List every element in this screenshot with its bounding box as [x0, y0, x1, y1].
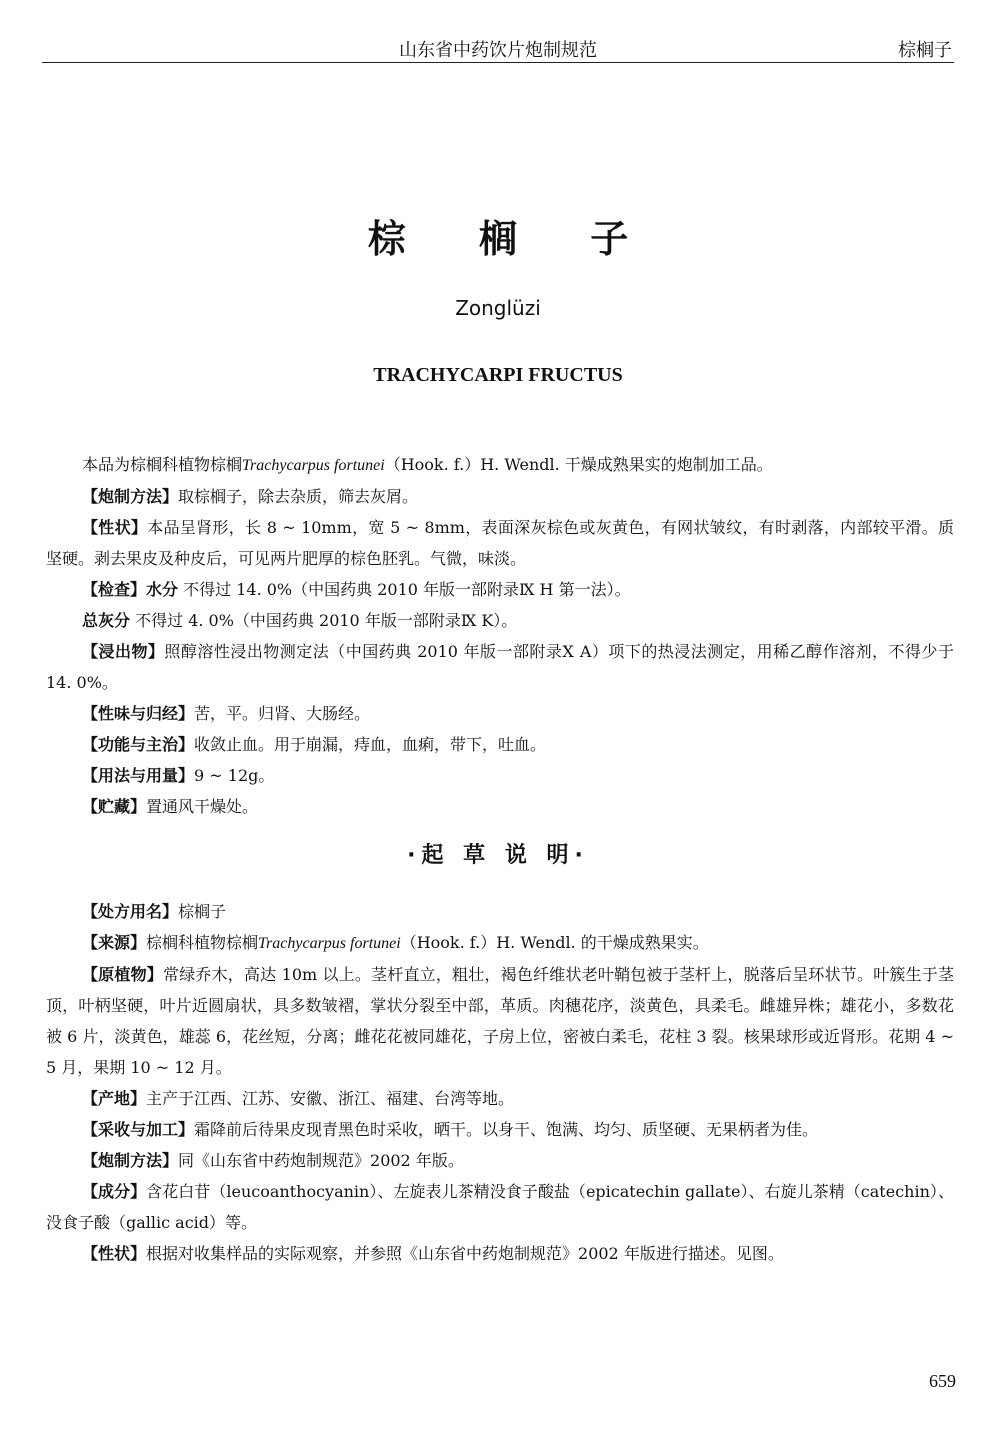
ash-label: 总灰分: [82, 611, 131, 630]
source-text: 棕榈科植物棕榈: [146, 933, 259, 952]
storage-label: 【贮藏】: [82, 797, 147, 816]
usage-paragraph: [46, 760, 954, 791]
plant-paragraph: [46, 959, 954, 1083]
source-species-name: Trachycarpus fortunei: [258, 935, 401, 952]
usage-text: 9 ~ 12g。: [194, 766, 275, 785]
process-method-paragraph: [46, 1145, 954, 1176]
water-label: 水分: [146, 580, 179, 599]
check-paragraph: [46, 574, 954, 605]
description-paragraph: [46, 1238, 954, 1269]
species-name: Trachycarpus fortunei: [242, 457, 385, 474]
source-label: 【来源】: [82, 933, 147, 952]
extract-paragraph: [46, 636, 954, 698]
characteristics-label: 【性状】: [82, 518, 148, 537]
running-header-entry: 棕榈子: [898, 40, 952, 61]
components-paragraph: [46, 1176, 954, 1238]
process-method-label: 【炮制方法】: [82, 1151, 179, 1170]
ash-text: 不得过 4. 0%（中国药典 2010 年版一部附录Ⅸ K）。: [130, 611, 518, 630]
description-label: 【性状】: [82, 1244, 147, 1263]
function-text: 收敛止血。用于崩漏，痔血，血痢，带下，吐血。: [194, 735, 547, 754]
origin-text: 主产于江西、江苏、安徽、浙江、福建、台湾等地。: [146, 1089, 515, 1108]
extract-text: 照醇溶性浸出物测定法（中国药典 2010 年版一部附录Ⅹ A）项下的热浸法测定，用稀乙醇作溶剂，不得少于 14. 0%。: [46, 642, 954, 692]
pinyin-name: Zonglüzi: [455, 296, 541, 320]
harvest-paragraph: [46, 1114, 954, 1145]
page-number: 659: [929, 1371, 956, 1391]
components-label: 【成分】: [82, 1182, 147, 1201]
monograph-body: [46, 449, 954, 822]
harvest-label: 【采收与加工】: [82, 1120, 195, 1139]
characteristics-paragraph: [46, 512, 954, 574]
plant-label: 【原植物】: [82, 965, 163, 984]
prescription-name-text: 棕榈子: [178, 902, 227, 921]
process-text: 取棕榈子，除去杂质，筛去灰屑。: [178, 487, 419, 506]
taste-text: 苦，平。归肾、大肠经。: [194, 704, 371, 723]
storage-text: 置通风干燥处。: [146, 797, 259, 816]
process-label: 【炮制方法】: [82, 487, 179, 506]
source-paragraph: [46, 927, 954, 959]
extract-label: 【浸出物】: [82, 642, 165, 661]
section-heading: ·起 草 说 明·: [407, 843, 589, 868]
process-method-text: 同《山东省中药炮制规范》2002 年版。: [178, 1151, 464, 1170]
taste-label: 【性味与归经】: [82, 704, 195, 723]
running-header-title: 山东省中药饮片炮制规范: [399, 40, 597, 61]
source-text-tail: （Hook. f.）H. Wendl. 的干燥成熟果实。: [400, 933, 709, 952]
ash-paragraph: [46, 605, 954, 636]
page-title: 棕 榈 子: [367, 217, 659, 261]
header-rule: [42, 62, 954, 63]
function-paragraph: [46, 729, 954, 760]
prescription-name-label: 【处方用名】: [82, 902, 179, 921]
intro-text-tail: （Hook. f.）H. Wendl. 干燥成熟果实的炮制加工品。: [384, 455, 773, 474]
description-text: 根据对收集样品的实际观察，并参照《山东省中药炮制规范》2002 年版进行描述。见图。: [146, 1244, 784, 1263]
intro-text: 本品为棕榈科植物棕榈: [82, 455, 243, 474]
harvest-text: 霜降前后待果皮现青黑色时采收，晒干。以身干、饱满、均匀、质坚硬、无果柄者为佳。: [194, 1120, 819, 1139]
intro-paragraph: [46, 449, 954, 481]
storage-paragraph: [46, 791, 954, 822]
prescription-name-paragraph: [46, 896, 954, 927]
plant-text: 常绿乔木，高达 10m 以上。茎杆直立，粗壮，褐色纤维状老叶鞘包被于茎杆上，脱落后呈环状节。叶簇生于茎顶，叶柄坚硬，叶片近圆扇状，具多数皱褶，掌状分裂至中部，革质。肉穗花序，淡黄色，具柔毛。雌雄异株；雄花小，多数花被 6 片，淡黄色，雄蕊 6，花丝短，分离；雌花花被同雄花，子房上位，密被白柔毛，花柱 3 裂。核果球形或近肾形。花期 4 ~ 5 月，果期 10 ~ 12 月。: [46, 965, 954, 1077]
usage-label: 【用法与用量】: [82, 766, 195, 785]
origin-paragraph: [46, 1083, 954, 1114]
components-text: 含花白苷（leucoanthocyanin）、左旋表儿茶精没食子酸盐（epicatechin gallate）、右旋儿茶精（catechin）、没食子酸（gallic acid）等。: [46, 1182, 954, 1232]
taste-paragraph: [46, 698, 954, 729]
function-label: 【功能与主治】: [82, 735, 195, 754]
origin-label: 【产地】: [82, 1089, 147, 1108]
check-label: 【检查】: [82, 580, 147, 599]
drafting-notes-body: [46, 896, 954, 1269]
latin-name: TRACHYCARPI FRUCTUS: [373, 364, 623, 386]
water-text: 不得过 14. 0%（中国药典 2010 年版一部附录Ⅸ H 第一法）。: [178, 580, 631, 599]
characteristics-text: 本品呈肾形，长 8 ~ 10mm，宽 5 ~ 8mm，表面深灰棕色或灰黄色，有网状皱纹，有时剥落，内部较平滑。质坚硬。剥去果皮及种皮后，可见两片肥厚的棕色胚乳。气微，味淡。: [46, 518, 954, 568]
process-paragraph: [46, 481, 954, 512]
